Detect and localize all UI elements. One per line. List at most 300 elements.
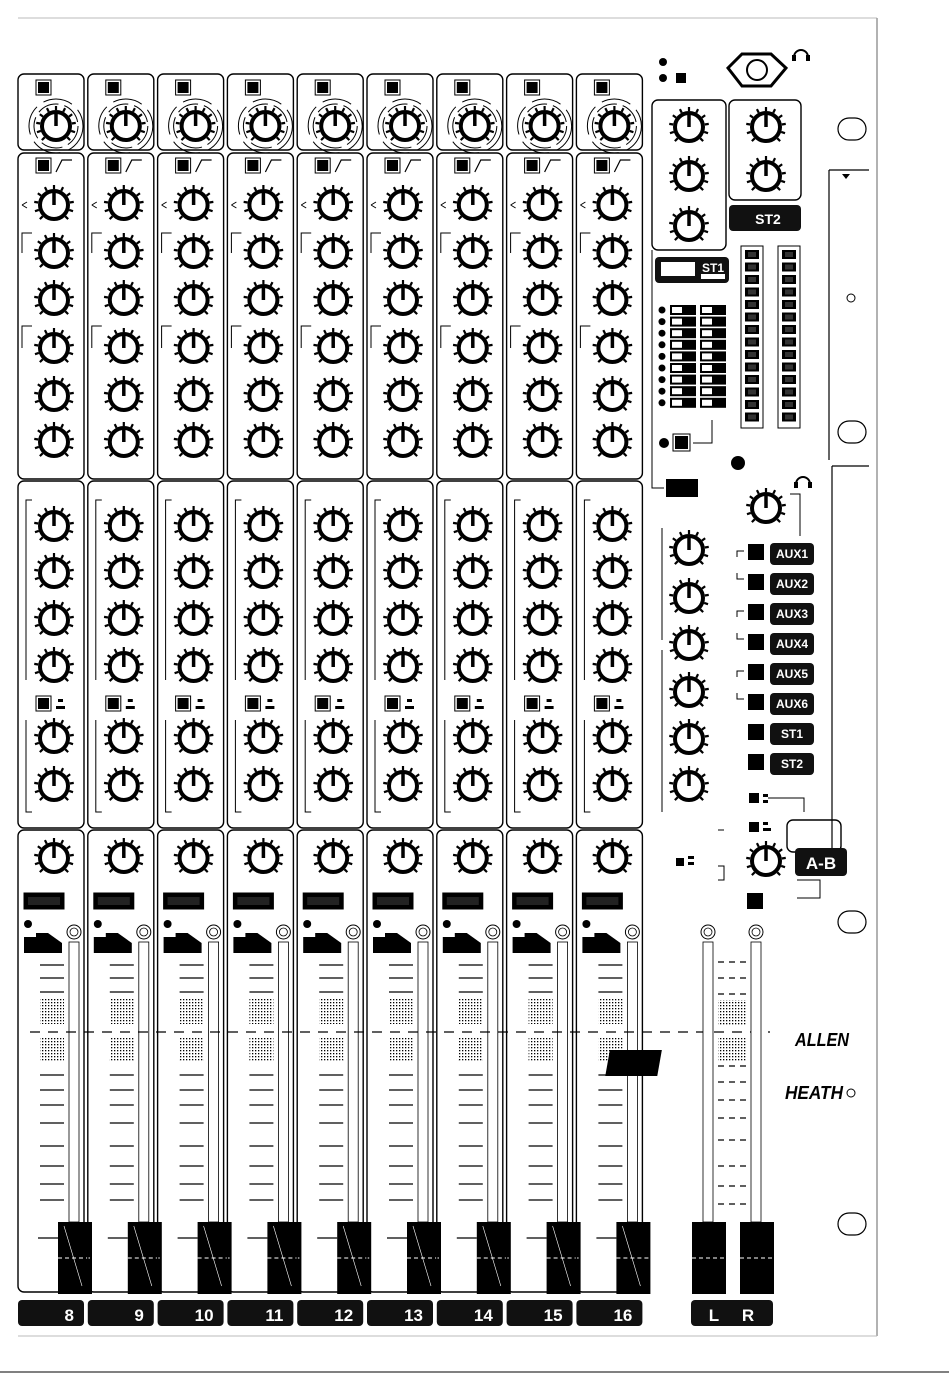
hpf-button[interactable] bbox=[176, 158, 191, 173]
gain-knob[interactable] bbox=[36, 106, 76, 140]
st1-knob[interactable] bbox=[669, 206, 709, 240]
aux-send-knob[interactable] bbox=[383, 647, 423, 681]
eq-knob[interactable] bbox=[383, 185, 423, 219]
monitor-select-buttons bbox=[737, 543, 814, 775]
phones-level-knob[interactable] bbox=[746, 488, 786, 522]
aux-send-knob[interactable] bbox=[174, 600, 214, 634]
eq-knob[interactable] bbox=[313, 422, 353, 456]
aux-send-knob[interactable] bbox=[383, 600, 423, 634]
channel-fader[interactable] bbox=[527, 1222, 581, 1294]
screw-icon bbox=[67, 925, 81, 939]
fader-zone-shading bbox=[529, 998, 553, 1024]
master-fader-strip bbox=[692, 925, 726, 1294]
hpf-icon bbox=[475, 160, 491, 172]
eq-knob[interactable] bbox=[174, 422, 214, 456]
aux-send-knob[interactable] bbox=[523, 766, 563, 800]
gain-knob[interactable] bbox=[106, 106, 146, 140]
gain-knob[interactable] bbox=[246, 106, 286, 140]
aux-send-knob[interactable] bbox=[244, 553, 284, 587]
bracket-icon bbox=[22, 326, 32, 348]
eq-knob[interactable] bbox=[523, 422, 563, 456]
hpf-button[interactable] bbox=[245, 158, 260, 173]
aux-send-knob[interactable] bbox=[244, 766, 284, 800]
bracket-icon bbox=[580, 326, 590, 348]
eq-knob[interactable] bbox=[174, 376, 214, 410]
headphone-icon bbox=[796, 477, 810, 484]
eq-knob[interactable] bbox=[34, 422, 74, 456]
headphone-jack[interactable] bbox=[728, 54, 786, 86]
eq-knob[interactable] bbox=[383, 280, 423, 314]
hpf-button[interactable] bbox=[36, 158, 51, 173]
pad-button[interactable] bbox=[176, 80, 191, 95]
mute-button-face bbox=[447, 897, 479, 905]
aux-send-knob[interactable] bbox=[313, 506, 353, 540]
channel-strip bbox=[367, 74, 441, 1294]
headphone-icon bbox=[794, 50, 808, 57]
aux-send-knob[interactable] bbox=[104, 647, 144, 681]
master-mute-button[interactable] bbox=[666, 479, 698, 497]
aux-send-knob[interactable] bbox=[383, 766, 423, 800]
hpf-icon bbox=[545, 160, 561, 172]
aux-send-knob[interactable] bbox=[244, 600, 284, 634]
mute-button-face bbox=[28, 897, 60, 905]
aux-master-knob[interactable] bbox=[669, 530, 709, 564]
eq-knob[interactable] bbox=[593, 376, 633, 410]
route-led bbox=[659, 318, 666, 325]
channel-number-text: 14 bbox=[473, 1306, 493, 1325]
aux-master-knob[interactable] bbox=[669, 672, 709, 706]
aux-send-knob[interactable] bbox=[313, 647, 353, 681]
aux-send-knob[interactable] bbox=[174, 506, 214, 540]
aux-send-knob[interactable] bbox=[34, 718, 74, 752]
eq-knob[interactable] bbox=[453, 376, 493, 410]
monitor-select-label: AUX6 bbox=[775, 697, 809, 711]
eq-knob[interactable] bbox=[593, 280, 633, 314]
gain-knob[interactable] bbox=[385, 106, 425, 140]
pfl-button[interactable] bbox=[373, 933, 411, 953]
aux-send-knob[interactable] bbox=[174, 718, 214, 752]
master-fader[interactable] bbox=[692, 1222, 726, 1294]
bracket-icon bbox=[441, 233, 451, 253]
eq-knob[interactable] bbox=[244, 422, 284, 456]
hpf-button[interactable] bbox=[525, 158, 540, 173]
eq-knob[interactable] bbox=[244, 280, 284, 314]
led bbox=[659, 74, 667, 82]
aux-master-knob[interactable] bbox=[669, 625, 709, 659]
aux-send-knob[interactable] bbox=[523, 553, 563, 587]
fader-track bbox=[627, 942, 637, 1222]
eq-knob[interactable] bbox=[174, 185, 214, 219]
bracket-icon bbox=[515, 500, 521, 680]
monitor-select-aux6[interactable] bbox=[748, 693, 814, 715]
eq-knob[interactable] bbox=[34, 233, 74, 267]
master-label bbox=[691, 1300, 773, 1326]
bracket-icon bbox=[580, 233, 590, 253]
aux-send-knob[interactable] bbox=[104, 718, 144, 752]
bracket-icon bbox=[511, 233, 521, 253]
monitor-select-st2[interactable] bbox=[748, 753, 814, 775]
pre-post-button[interactable] bbox=[455, 696, 470, 711]
hpf-icon bbox=[196, 160, 212, 172]
bracket-icon bbox=[166, 720, 172, 812]
peak-led bbox=[24, 920, 32, 928]
aux-send-knob[interactable] bbox=[313, 600, 353, 634]
aux-send-knob[interactable] bbox=[593, 600, 633, 634]
pre-icon bbox=[616, 699, 621, 702]
monitor-select-aux4[interactable] bbox=[748, 633, 814, 655]
pad-button[interactable] bbox=[525, 80, 540, 95]
st1-knob[interactable] bbox=[669, 156, 709, 190]
aux-send-knob[interactable] bbox=[34, 647, 74, 681]
aux-send-knob[interactable] bbox=[593, 647, 633, 681]
pfl-button[interactable] bbox=[513, 933, 551, 953]
bracket-icon bbox=[445, 500, 451, 680]
eq-knob[interactable] bbox=[523, 233, 563, 267]
bracket-icon bbox=[584, 500, 590, 680]
aux-send-knob[interactable] bbox=[104, 766, 144, 800]
aux-send-knob[interactable] bbox=[313, 766, 353, 800]
rack-slot bbox=[838, 421, 866, 443]
eq-knob[interactable] bbox=[244, 376, 284, 410]
monitor-select-aux1[interactable] bbox=[748, 543, 814, 565]
hpf-button[interactable] bbox=[385, 158, 400, 173]
eq-knob[interactable] bbox=[104, 233, 144, 267]
st2-return-text: ST2 bbox=[755, 211, 781, 227]
eq-knob[interactable] bbox=[593, 422, 633, 456]
aux-send-knob[interactable] bbox=[104, 600, 144, 634]
screw-icon bbox=[137, 925, 151, 939]
monitor-select-st1[interactable] bbox=[748, 723, 814, 745]
screw-icon bbox=[346, 925, 360, 939]
eq-knob[interactable] bbox=[523, 185, 563, 219]
brand-line-1: ALLEN bbox=[794, 1030, 850, 1050]
channel-strip bbox=[88, 74, 162, 1294]
peak-led bbox=[373, 920, 381, 928]
channel-strip bbox=[437, 74, 511, 1294]
st1-knob[interactable] bbox=[669, 107, 709, 141]
fader-zone-shading bbox=[319, 998, 343, 1024]
eq-knob[interactable] bbox=[174, 280, 214, 314]
pre-icon bbox=[267, 699, 272, 702]
eq-knob[interactable] bbox=[174, 328, 214, 362]
aux-send-knob[interactable] bbox=[104, 553, 144, 587]
channel-strips bbox=[18, 74, 650, 1294]
gain-knob[interactable] bbox=[595, 106, 635, 140]
eq-knob[interactable] bbox=[453, 185, 493, 219]
fader-track bbox=[69, 942, 79, 1222]
aux-send-knob[interactable] bbox=[593, 718, 633, 752]
fader-track bbox=[278, 942, 288, 1222]
eq-knob[interactable] bbox=[453, 233, 493, 267]
eq-knob[interactable] bbox=[104, 376, 144, 410]
bracket-icon bbox=[231, 233, 241, 253]
aux-send-knob[interactable] bbox=[453, 506, 493, 540]
aux-send-knob[interactable] bbox=[174, 647, 214, 681]
aux-send-knob[interactable] bbox=[593, 766, 633, 800]
st1-to-mix-button[interactable] bbox=[673, 434, 690, 451]
hpf-button[interactable] bbox=[594, 158, 609, 173]
eq-knob[interactable] bbox=[523, 376, 563, 410]
screw-icon bbox=[207, 925, 221, 939]
gain-knob[interactable] bbox=[315, 106, 355, 140]
bracket-icon bbox=[515, 720, 521, 812]
aux-send-knob[interactable] bbox=[453, 600, 493, 634]
peak-led bbox=[582, 920, 590, 928]
level-meter bbox=[741, 246, 763, 428]
pan-knob[interactable] bbox=[523, 838, 563, 872]
pre-icon bbox=[337, 699, 342, 702]
aux-send-knob[interactable] bbox=[34, 506, 74, 540]
pad-button[interactable] bbox=[315, 80, 330, 95]
bracket-icon bbox=[511, 326, 521, 348]
eq-knob[interactable] bbox=[244, 185, 284, 219]
fader-zone-shading bbox=[180, 998, 204, 1024]
channel-number-text: 9 bbox=[134, 1306, 144, 1325]
eq-knob[interactable] bbox=[104, 422, 144, 456]
pre-post-button[interactable] bbox=[525, 696, 540, 711]
bracket-icon bbox=[231, 326, 241, 348]
monitor-select-label: ST2 bbox=[780, 757, 804, 771]
button[interactable] bbox=[749, 793, 759, 803]
ab-knob[interactable] bbox=[746, 841, 786, 875]
eq-knob[interactable] bbox=[104, 280, 144, 314]
fader-track bbox=[418, 942, 428, 1222]
eq-knob[interactable] bbox=[244, 328, 284, 362]
eq-knob[interactable] bbox=[313, 280, 353, 314]
eq-knob[interactable] bbox=[34, 376, 74, 410]
monitor-select-aux5[interactable] bbox=[748, 663, 814, 685]
eq-knob[interactable] bbox=[453, 328, 493, 362]
pre-icon bbox=[128, 699, 133, 702]
aux-master-knob[interactable] bbox=[669, 578, 709, 612]
eq-knob[interactable] bbox=[593, 185, 633, 219]
eq-knob[interactable] bbox=[453, 280, 493, 314]
aux-send-knob[interactable] bbox=[523, 506, 563, 540]
aux-send-knob[interactable] bbox=[383, 718, 423, 752]
eq-marker-icon bbox=[231, 202, 236, 208]
pan-knob[interactable] bbox=[174, 838, 214, 872]
hpf-button[interactable] bbox=[106, 158, 121, 173]
pan-knob[interactable] bbox=[34, 838, 74, 872]
fader-zone-shading bbox=[249, 1038, 273, 1062]
aux-send-knob[interactable] bbox=[34, 600, 74, 634]
post-icon bbox=[545, 706, 554, 709]
aux-send-knob[interactable] bbox=[313, 553, 353, 587]
screw-icon bbox=[749, 925, 763, 939]
pfl-button[interactable] bbox=[24, 933, 62, 953]
button[interactable] bbox=[747, 893, 763, 909]
aux-send-knob[interactable] bbox=[593, 506, 633, 540]
eq-knob[interactable] bbox=[593, 233, 633, 267]
aux-send-knob[interactable] bbox=[453, 718, 493, 752]
channel-fader[interactable] bbox=[108, 1222, 162, 1294]
eq-knob[interactable] bbox=[523, 280, 563, 314]
master-label-right: R bbox=[741, 1306, 755, 1325]
button[interactable] bbox=[749, 822, 759, 832]
ab-label bbox=[795, 848, 847, 876]
aux-send-knob[interactable] bbox=[453, 766, 493, 800]
pad-button[interactable] bbox=[594, 80, 609, 95]
screw-icon bbox=[625, 925, 639, 939]
eq-marker-icon bbox=[511, 202, 516, 208]
peak-led bbox=[164, 920, 172, 928]
channel-number-text: 10 bbox=[194, 1306, 214, 1325]
pfl-button[interactable] bbox=[303, 933, 341, 953]
aux-send-knob[interactable] bbox=[174, 766, 214, 800]
channel-fader[interactable] bbox=[457, 1222, 511, 1294]
hpf-button[interactable] bbox=[455, 158, 470, 173]
aux-send-knob[interactable] bbox=[244, 647, 284, 681]
aux-send-knob[interactable] bbox=[313, 718, 353, 752]
aux-master-knob[interactable] bbox=[669, 719, 709, 753]
pan-knob[interactable] bbox=[104, 838, 144, 872]
fader-zone-shading bbox=[40, 1038, 64, 1062]
gain-knob[interactable] bbox=[176, 106, 216, 140]
pfl-button[interactable] bbox=[233, 933, 271, 953]
pre-post-button[interactable] bbox=[176, 696, 191, 711]
channel-strip bbox=[297, 74, 371, 1294]
bracket-icon bbox=[375, 500, 381, 680]
pan-knob[interactable] bbox=[313, 838, 353, 872]
channel-fader[interactable] bbox=[387, 1222, 441, 1294]
mute-button-face bbox=[517, 897, 549, 905]
channel-fader[interactable] bbox=[596, 1222, 650, 1294]
aux-send-knob[interactable] bbox=[453, 553, 493, 587]
fader-zone-shading bbox=[319, 1038, 343, 1062]
pan-knob[interactable] bbox=[453, 838, 493, 872]
pre-post-button[interactable] bbox=[385, 696, 400, 711]
gain-knob[interactable] bbox=[455, 106, 495, 140]
eq-knob[interactable] bbox=[104, 328, 144, 362]
eq-knob[interactable] bbox=[34, 185, 74, 219]
monitor-select-aux3[interactable] bbox=[748, 603, 814, 625]
gain-knob[interactable] bbox=[525, 106, 565, 140]
pre-post-button[interactable] bbox=[245, 696, 260, 711]
pre-post-button[interactable] bbox=[106, 696, 121, 711]
eq-marker-icon bbox=[580, 202, 585, 208]
eq-knob[interactable] bbox=[383, 233, 423, 267]
hpf-icon bbox=[405, 160, 421, 172]
eq-knob[interactable] bbox=[174, 233, 214, 267]
monitor-select-aux2[interactable] bbox=[748, 573, 814, 595]
aux-send-knob[interactable] bbox=[383, 553, 423, 587]
channel-number-text: 8 bbox=[64, 1306, 74, 1325]
aux-send-knob[interactable] bbox=[523, 718, 563, 752]
hpf-icon bbox=[335, 160, 351, 172]
hpf-button[interactable] bbox=[315, 158, 330, 173]
eq-knob[interactable] bbox=[383, 328, 423, 362]
channel-fader[interactable] bbox=[178, 1222, 232, 1294]
aux-send-knob[interactable] bbox=[593, 553, 633, 587]
eq-knob[interactable] bbox=[383, 376, 423, 410]
post-icon bbox=[614, 706, 623, 709]
pfl-button[interactable] bbox=[94, 933, 132, 953]
eq-knob[interactable] bbox=[523, 328, 563, 362]
aux-send-knob[interactable] bbox=[523, 600, 563, 634]
channel-strip bbox=[576, 74, 650, 1294]
arrow-icon bbox=[842, 174, 850, 179]
bracket-icon bbox=[26, 500, 32, 680]
eq-knob[interactable] bbox=[313, 233, 353, 267]
channel-number-label bbox=[367, 1300, 433, 1326]
st2-knob[interactable] bbox=[746, 156, 786, 190]
bracket-icon bbox=[371, 233, 381, 253]
eq-knob[interactable] bbox=[34, 328, 74, 362]
route-led bbox=[659, 330, 666, 337]
pad-button[interactable] bbox=[106, 80, 121, 95]
mute-button-face bbox=[168, 897, 200, 905]
pad-button[interactable] bbox=[245, 80, 260, 95]
aux-master-knob[interactable] bbox=[669, 766, 709, 800]
master-fader[interactable] bbox=[740, 1222, 774, 1294]
pfl-button[interactable] bbox=[582, 933, 620, 953]
pfl-button[interactable] bbox=[443, 933, 481, 953]
pre-post-button[interactable] bbox=[315, 696, 330, 711]
eq-knob[interactable] bbox=[313, 328, 353, 362]
fader-track bbox=[751, 942, 761, 1222]
channel-fader[interactable] bbox=[38, 1222, 92, 1294]
eq-knob[interactable] bbox=[313, 185, 353, 219]
hpf-icon bbox=[126, 160, 142, 172]
aux-send-knob[interactable] bbox=[244, 718, 284, 752]
channel-number-label bbox=[576, 1300, 642, 1326]
aux-send-knob[interactable] bbox=[34, 553, 74, 587]
pfl-button[interactable] bbox=[164, 933, 202, 953]
pad-button[interactable] bbox=[455, 80, 470, 95]
bracket-icon bbox=[22, 233, 32, 253]
channel-fader[interactable] bbox=[247, 1222, 301, 1294]
aux-send-knob[interactable] bbox=[174, 553, 214, 587]
pad-button[interactable] bbox=[36, 80, 51, 95]
pre-post-button[interactable] bbox=[594, 696, 609, 711]
eq-knob[interactable] bbox=[383, 422, 423, 456]
aux-send-knob[interactable] bbox=[383, 506, 423, 540]
mute-button-face bbox=[237, 897, 269, 905]
channel-number-label bbox=[297, 1300, 363, 1326]
aux-send-knob[interactable] bbox=[34, 766, 74, 800]
eq-knob[interactable] bbox=[34, 280, 74, 314]
channel-fader[interactable] bbox=[317, 1222, 371, 1294]
bracket-icon bbox=[96, 720, 102, 812]
aux-send-knob[interactable] bbox=[244, 506, 284, 540]
channel-number-text: 13 bbox=[404, 1306, 423, 1325]
eq-knob[interactable] bbox=[453, 422, 493, 456]
bracket-icon bbox=[584, 720, 590, 812]
power-led bbox=[659, 58, 667, 66]
fader-zone-shading bbox=[110, 998, 134, 1024]
pan-knob[interactable] bbox=[244, 838, 284, 872]
bracket-icon bbox=[92, 233, 102, 253]
eq-knob[interactable] bbox=[244, 233, 284, 267]
fader-zone-shading bbox=[40, 998, 64, 1024]
bracket-icon bbox=[235, 500, 241, 680]
phantom-button[interactable] bbox=[676, 73, 686, 83]
aux-send-knob[interactable] bbox=[453, 647, 493, 681]
fader-track bbox=[488, 942, 498, 1222]
pad-button[interactable] bbox=[385, 80, 400, 95]
eq-knob[interactable] bbox=[593, 328, 633, 362]
eq-knob[interactable] bbox=[313, 376, 353, 410]
st2-knob[interactable] bbox=[746, 107, 786, 141]
pan-knob[interactable] bbox=[593, 838, 633, 872]
channel-number-label bbox=[88, 1300, 154, 1326]
eq-knob[interactable] bbox=[104, 185, 144, 219]
aux-send-knob[interactable] bbox=[104, 506, 144, 540]
pan-knob[interactable] bbox=[383, 838, 423, 872]
pre-post-button[interactable] bbox=[36, 696, 51, 711]
fader-zone-shading bbox=[180, 1038, 204, 1062]
aux-send-knob[interactable] bbox=[523, 647, 563, 681]
